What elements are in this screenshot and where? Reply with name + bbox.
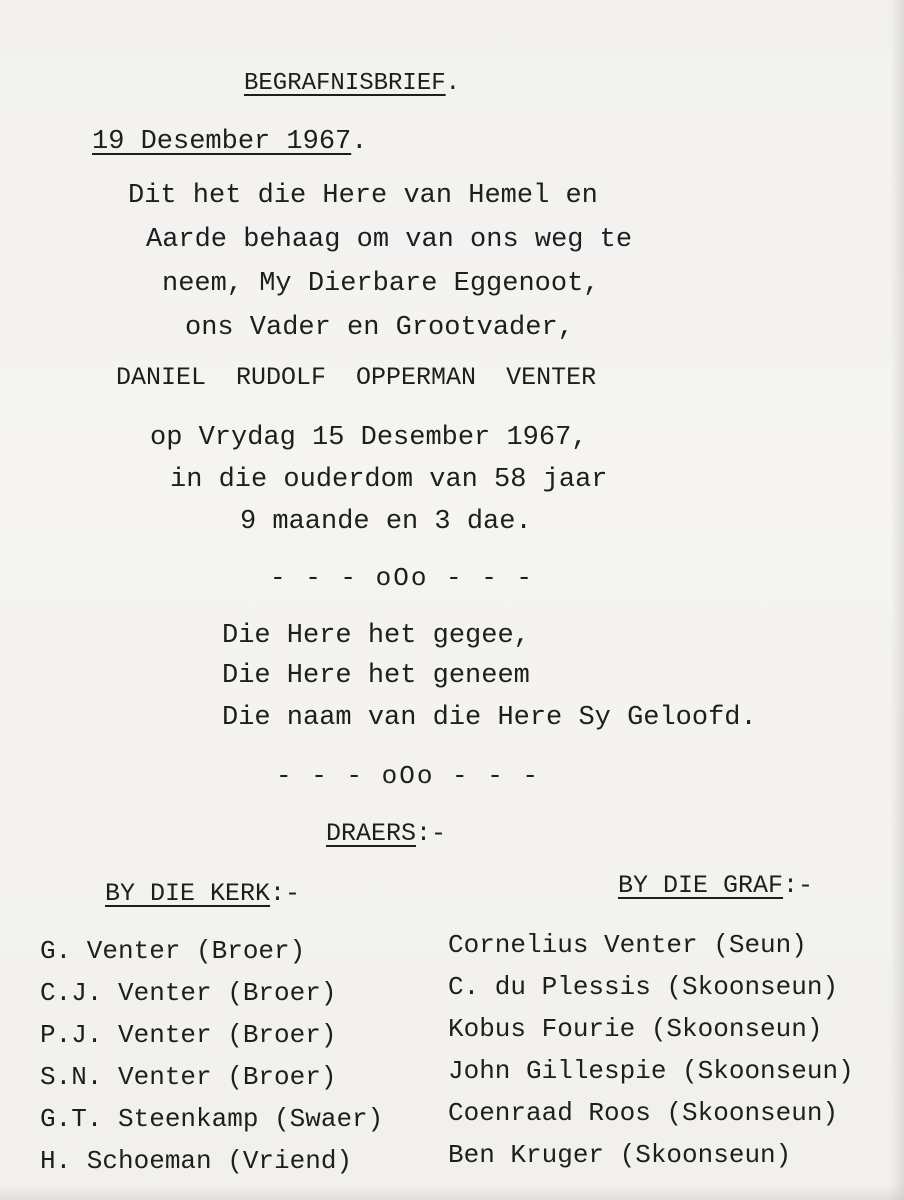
church-bearers-heading-suffix: :-	[270, 879, 301, 908]
announcement-line-2: Aarde behaag om van ons weg te	[146, 225, 633, 255]
letter-date-text: 19 Desember 1967	[92, 127, 352, 157]
verse-line-3: Die naam van die Here Sy Geloofd.	[222, 703, 757, 733]
church-bearer: G. Venter (Broer)	[40, 936, 306, 966]
death-detail-line-3: 9 maande en 3 dae.	[240, 507, 532, 537]
separator-top: - - - oOo - - -	[270, 563, 535, 593]
announcement-line-4: ons Vader en Grootvader,	[185, 313, 574, 343]
announcement-line-1: Dit het die Here van Hemel en	[128, 181, 598, 211]
separator-bottom: - - - oOo - - -	[276, 761, 541, 791]
church-bearer: S.N. Venter (Broer)	[40, 1062, 337, 1092]
grave-bearers-heading-text: BY DIE GRAF	[618, 871, 784, 900]
church-bearers-heading	[105, 878, 300, 910]
grave-bearers-heading-suffix: :-	[783, 871, 814, 900]
verse-line-2: Die Here het geneem	[222, 661, 530, 691]
verse-line-1: Die Here het gegee,	[222, 621, 530, 651]
grave-bearer: Cornelius Venter (Seun)	[448, 930, 807, 960]
grave-bearer: Coenraad Roos (Skoonseun)	[448, 1098, 839, 1128]
grave-bearer: John Gillespie (Skoonseun)	[448, 1056, 854, 1086]
letter-date-period: .	[351, 127, 368, 157]
church-bearer: C.J. Venter (Broer)	[40, 978, 337, 1008]
church-bearer: G.T. Steenkamp (Swaer)	[40, 1104, 384, 1134]
bearers-heading-text: DRAERS	[326, 819, 417, 848]
church-bearers-heading-text: BY DIE KERK	[105, 879, 271, 908]
letter-title	[244, 68, 460, 100]
church-bearers-list	[40, 930, 383, 1182]
death-detail-line-2: in die ouderdom van 58 jaar	[170, 465, 608, 495]
grave-bearer: C. du Plessis (Skoonseun)	[448, 972, 839, 1002]
church-bearer: H. Schoeman (Vriend)	[40, 1146, 353, 1176]
bearers-heading	[326, 818, 446, 850]
grave-bearers-heading	[618, 870, 813, 902]
death-detail-line-1: op Vrydag 15 Desember 1967,	[150, 423, 588, 453]
grave-bearer: Ben Kruger (Skoonseun)	[448, 1140, 792, 1170]
grave-bearer: Kobus Fourie (Skoonseun)	[448, 1014, 823, 1044]
grave-bearers-list	[448, 924, 854, 1176]
letter-title-period: .	[445, 70, 461, 97]
bearers-heading-suffix: :-	[416, 819, 447, 848]
announcement-line-3: neem, My Dierbare Eggenoot,	[162, 269, 600, 299]
page-edge-shadow	[890, 0, 904, 1200]
page-bottom-shadow	[0, 1186, 904, 1200]
deceased-name: DANIEL RUDOLF OPPERMAN VENTER	[116, 363, 597, 392]
letter-date	[92, 126, 367, 158]
church-bearer: P.J. Venter (Broer)	[40, 1020, 337, 1050]
letter-title-text: BEGRAFNISBRIEF	[244, 70, 446, 97]
